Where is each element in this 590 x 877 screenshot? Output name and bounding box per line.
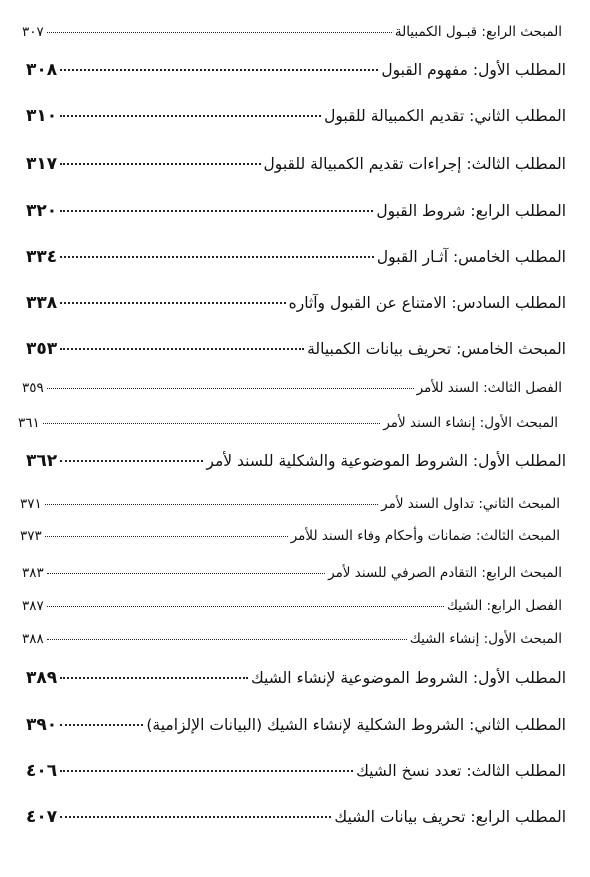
toc-entry-title: المطلب السادس: الامتناع عن القبول وآثاره xyxy=(288,294,566,312)
toc-entry[interactable] xyxy=(26,201,566,225)
dot-leader xyxy=(45,504,378,505)
toc-entry-title: المطلب الرابع: تحريف بيانات الشيك xyxy=(334,808,566,826)
toc-entry-title: المبحث الرابع: التقادم الصرفي للسند لأمر xyxy=(328,565,562,581)
toc-entry-page: ٣٣٤ xyxy=(26,247,58,267)
toc-entry-page: ٣٩٠ xyxy=(26,715,58,735)
toc-entry-page: ٣٨٩ xyxy=(26,668,58,688)
toc-entry-title: المطلب الأول: مفهوم القبول xyxy=(381,61,566,79)
toc-entry-title: المطلب الثالث: إجراءات تقديم الكمبيالة للقبول xyxy=(263,155,566,173)
toc-entry[interactable] xyxy=(26,60,566,84)
toc-entry-title: المطلب الثالث: تعدد نسخ الشيك xyxy=(356,762,566,780)
toc-entry-page: ٣٧٣ xyxy=(20,528,42,544)
toc-entry[interactable] xyxy=(26,668,566,692)
toc-entry-title: المبحث الخامس: تحريف بيانات الكمبيالة xyxy=(307,340,566,358)
toc-entry-title: الفصل الرابع: الشيك xyxy=(446,598,562,614)
toc-entry[interactable] xyxy=(22,24,562,44)
toc-entry-page: ٣٨٨ xyxy=(22,631,44,647)
dot-leader xyxy=(47,573,325,574)
dot-leader xyxy=(60,724,143,726)
dot-leader xyxy=(47,388,414,389)
toc-entry-page: ٣٠٧ xyxy=(22,24,44,40)
dot-leader xyxy=(43,423,381,424)
toc-entry-page: ٣٨٧ xyxy=(22,598,44,614)
toc-entry-page: ٣٥٣ xyxy=(26,339,58,359)
toc-entry-page: ٣٧١ xyxy=(20,496,42,512)
toc-entry-title: المطلب الثاني: الشروط الشكلية لإنشاء الشيك (البيانات الإلزامية) xyxy=(146,716,566,734)
toc-entry-title: المبحث الثالث: ضمانات وأحكام وفاء السند للأمر xyxy=(290,528,560,544)
dot-leader xyxy=(60,770,353,772)
dot-leader xyxy=(60,348,304,350)
dot-leader xyxy=(45,536,288,537)
dot-leader xyxy=(60,256,374,258)
toc-entry-page: ٣٢٠ xyxy=(26,201,58,221)
toc-entry-page: ٣٦٢ xyxy=(26,451,58,471)
toc-entry-title: المطلب الخامس: آثـار القبول xyxy=(376,248,566,266)
dot-leader xyxy=(60,163,260,165)
toc-entry-title: المطلب الثاني: تقديم الكمبيالة للقبول xyxy=(324,107,566,125)
toc-entry[interactable] xyxy=(26,106,566,130)
toc-entry[interactable] xyxy=(26,293,566,317)
dot-leader xyxy=(60,677,248,679)
toc-entry[interactable] xyxy=(26,761,566,785)
toc-entry[interactable] xyxy=(18,415,558,435)
dot-leader xyxy=(60,115,321,117)
toc-entry-title: المبحث الرابع: قبـول الكمبيالة xyxy=(394,24,562,40)
toc-entry-title: المبحث الثاني: تداول السند لأمر xyxy=(381,496,560,512)
dot-leader xyxy=(60,210,373,212)
toc-entry-title: المبحث الأول: إنشاء الشيك xyxy=(409,631,562,647)
toc-entry-title: المطلب الأول: الشروط الموضوعية لإنشاء الشيك xyxy=(250,669,566,687)
toc-entry-page: ٣١٧ xyxy=(26,154,58,174)
toc-entry[interactable] xyxy=(26,247,566,271)
toc-entry[interactable] xyxy=(20,496,560,516)
toc-entry-page: ٣١٠ xyxy=(26,106,58,126)
toc-entry[interactable] xyxy=(22,631,562,651)
toc-entry[interactable] xyxy=(26,807,566,831)
toc-entry-page: ٣٦١ xyxy=(18,415,40,431)
dot-leader xyxy=(47,32,392,33)
toc-entry[interactable] xyxy=(22,598,562,618)
dot-leader xyxy=(60,69,378,71)
dot-leader xyxy=(60,816,331,818)
toc-entry-title: المبحث الأول: إنشاء السند لأمر xyxy=(383,415,558,431)
toc-entry-title: المطلب الأول: الشروط الموضوعية والشكلية للسند لأمر xyxy=(206,452,566,470)
toc-entry[interactable] xyxy=(26,451,566,475)
toc-entry-page: ٣٨٣ xyxy=(22,565,44,581)
dot-leader xyxy=(60,302,285,304)
toc-entry[interactable] xyxy=(20,528,560,548)
dot-leader xyxy=(47,606,444,607)
toc-entry[interactable] xyxy=(26,339,566,363)
toc-entry[interactable] xyxy=(22,380,562,400)
toc-entry-page: ٣٥٩ xyxy=(22,380,44,396)
toc-entry[interactable] xyxy=(26,154,566,178)
toc-entry-page: ٣٠٨ xyxy=(26,60,58,80)
toc-entry[interactable] xyxy=(26,715,566,739)
dot-leader xyxy=(60,460,203,462)
toc-entry-title: الفصل الثالث: السند للأمر xyxy=(416,380,562,396)
toc-entry-page: ٣٣٨ xyxy=(26,293,58,313)
toc-entry-page: ٤٠٦ xyxy=(26,761,58,781)
toc-entry[interactable] xyxy=(22,565,562,585)
dot-leader xyxy=(47,639,407,640)
toc-entry-title: المطلب الرابع: شروط القبول xyxy=(376,202,566,220)
toc-entry-page: ٤٠٧ xyxy=(26,807,58,827)
